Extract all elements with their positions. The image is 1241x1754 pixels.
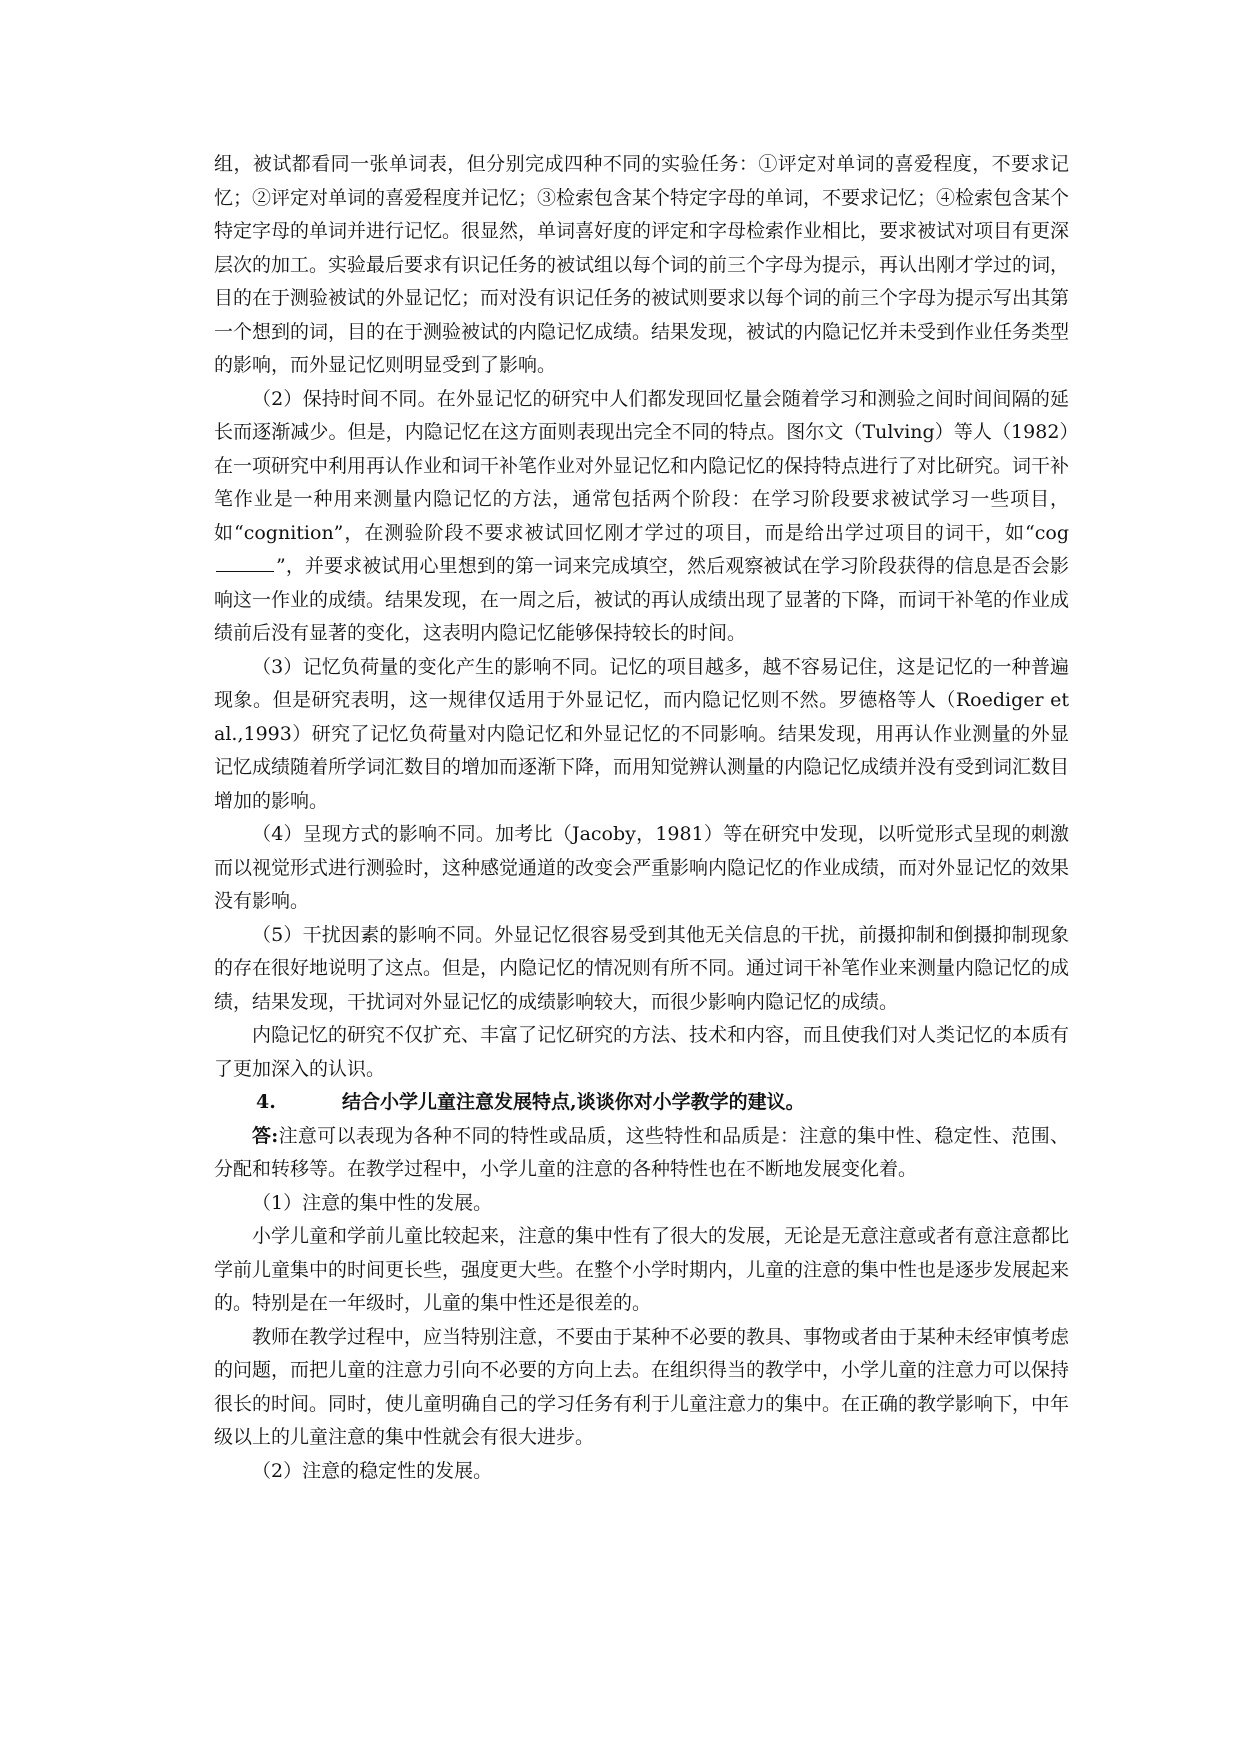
paragraph-experiment-continuation: 组，被试都看同一张单词表，但分别完成四种不同的实验任务：①评定对单词的喜爱程度，不要求记忆；②评定对单词的喜爱程度并记忆；③检索包含某个特定字母的单词，不要求记忆；④检索包含某个特定字母的单词并进行记忆。很显然，单词喜好度的评定和字母检索作业相比，要求被试对项目有更深层次的加工。实验最后要求有识记任务的被试组以每个词的前三个字母为提示，再认出刚才学过的词，目的在于测验被试的外显记忆；而对没有识记任务的被试则要求以每个词的前三个字母为提示写出其第一个想到的词，目的在于测验被试的内隐记忆成绩。结果发现，被试的内隐记忆并未受到作业任务类型的影响，而外显记忆则明显受到了影响。 (214, 153, 1070, 376)
paragraph-retention-time (214, 383, 1069, 651)
retention-text-part1: （2）保持时间不同。在外显记忆的研究中人们都发现回忆量会随着学习和测验之间时间间隔的延长而逐渐减少。但是，内隐记忆在这方面则表现出完全不同的特点。图尔文（Tulving）等人（1982）在一项研究中利用再认作业和词干补笔作业对外显记忆和内隐记忆的保持特点进行了对比研究。词干补笔作业是一种用来测量内隐记忆的方法，通常包括两个阶段：在学习阶段要求被试学习一些项目，如“cognition”，在测验阶段不要求被试回忆刚才学过的项目，而是给出学过项目的词干，如“cog (214, 387, 1070, 544)
question-heading (214, 1086, 1069, 1120)
subheading-stability: （2）注意的稳定性的发展。 (252, 1459, 493, 1482)
fill-in-blank-line (216, 557, 274, 572)
retention-text-part2: ”，并要求被试用心里想到的第一词来完成填空，然后观察被试在学习阶段获得的信息是否会影响这一作业的成绩。结果发现，在一周之后，被试的再认成绩出现了显著的下降，而词干补笔的作业成绩前后没有显著的变化，这表明内隐记忆能够保持较长的时间。 (214, 555, 1070, 644)
answer-text: 注意可以表现为各种不同的特性或品质，这些特性和品质是：注意的集中性、稳定性、范围、分配和转移等。在教学过程中，小学儿童的注意的各种特性也在不断地发展变化着。 (214, 1124, 1069, 1180)
subheading-concentration: （1）注意的集中性的发展。 (252, 1191, 493, 1214)
paragraph-teacher-guidance: 教师在教学过程中，应当特别注意，不要由于某种不必要的教具、事物或者由于某种未经审慎考虑的问题，而把儿童的注意力引向不必要的方向上去。在组织得当的教学中，小学儿童的注意力可以保持很长的时间。同时，使儿童明确自己的学习任务有利于儿童注意力的集中。在正确的教学影响下，中年级以上的儿童注意的集中性就会有很大进步。 (214, 1325, 1070, 1448)
paragraph-memory-load: （3）记忆负荷量的变化产生的影响不同。记忆的项目越多，越不容易记住，这是记忆的一种普遍现象。但是研究表明，这一规律仅适用于外显记忆，而内隐记忆则不然。罗德格等人（Roediger et al.,1993）研究了记忆负荷量对内隐记忆和外显记忆的不同影响。结果发现，用再认作业测量的外显记忆成绩随着所学词汇数目的增加而逐渐下降，而用知觉辨认测量的内隐记忆成绩并没有受到词汇数目增加的影响。 (214, 655, 1070, 812)
question-number: 4. (256, 1091, 276, 1113)
question-text: 结合小学儿童注意发展特点,谈谈你对小学教学的建议。 (342, 1091, 805, 1113)
paragraph-concentration-development: 小学儿童和学前儿童比较起来，注意的集中性有了很大的发展，无论是无意注意或者有意注意都比学前儿童集中的时间更长些，强度更大些。在整个小学时期内，儿童的注意的集中性也是逐步发展起来的。特别是在一年级时，儿童的集中性还是很差的。 (214, 1225, 1070, 1314)
document-page (214, 148, 1069, 1488)
answer-label: 答: (252, 1124, 279, 1147)
paragraph-implicit-memory-summary: 内隐记忆的研究不仅扩充、丰富了记忆研究的方法、技术和内容，而且使我们对人类记忆的本质有了更加深入的认识。 (214, 1024, 1070, 1080)
paragraph-interference: （5）干扰因素的影响不同。外显记忆很容易受到其他无关信息的干扰，前摄抑制和倒摄抑制现象的存在很好地说明了这点。但是，内隐记忆的情况则有所不同。通过词干补笔作业来测量内隐记忆的成绩，结果发现，干扰词对外显记忆的成绩影响较大，而很少影响内隐记忆的成绩。 (214, 923, 1070, 1013)
paragraph-presentation-mode: （4）呈现方式的影响不同。加考比（Jacoby，1981）等在研究中发现，以听觉形式呈现的刺激而以视觉形式进行测验时，这种感觉通道的改变会严重影响内隐记忆的作业成绩，而对外显记忆的效果没有影响。 (214, 823, 1070, 912)
paragraph-answer (214, 1120, 1069, 1187)
